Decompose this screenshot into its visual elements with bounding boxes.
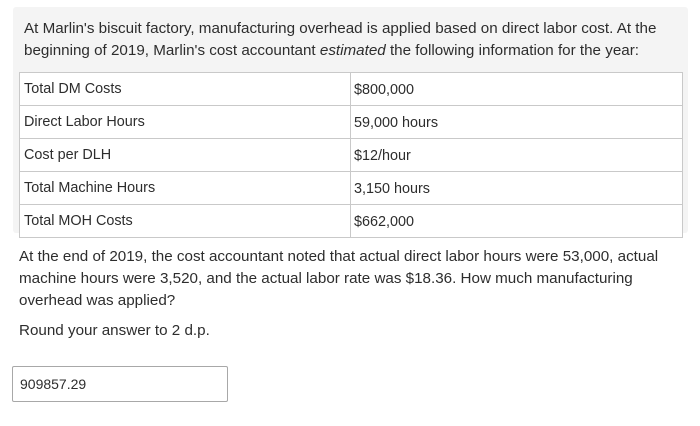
intro-text-after: the following information for the year: xyxy=(385,42,639,59)
row-label: Cost per DLH xyxy=(20,139,351,172)
rounding-instruction: Round your answer to 2 d.p. xyxy=(19,322,210,339)
table-row xyxy=(20,205,683,238)
table-row xyxy=(20,139,683,172)
row-value: 59,000 hours xyxy=(351,106,683,139)
table-row xyxy=(20,106,683,139)
row-label: Total DM Costs xyxy=(20,73,351,106)
row-value: $800,000 xyxy=(351,73,683,106)
estimates-table xyxy=(19,72,683,238)
intro-paragraph xyxy=(24,18,674,62)
row-label: Direct Labor Hours xyxy=(20,106,351,139)
row-value: $12/hour xyxy=(351,139,683,172)
table-row xyxy=(20,172,683,205)
question-text: At the end of 2019, the cost accountant noted that actual direct labor hours were 53,000, actual machine hours were 3,520, and the actual labor rate was $18.36. How much manufacturing overhead was applied? xyxy=(19,248,659,309)
row-value: 3,150 hours xyxy=(351,172,683,205)
intro-text-before: At Marlin's biscuit factory, manufacturing overhead is applied based on direct labor cost. At the beginning of 2019, Marlin's cost accountant xyxy=(24,20,657,59)
row-value: $662,000 xyxy=(351,205,683,238)
intro-emphasis: estimated xyxy=(319,42,386,59)
answer-input[interactable] xyxy=(12,366,228,402)
table-row xyxy=(20,73,683,106)
row-label: Total Machine Hours xyxy=(20,172,351,205)
row-label: Total MOH Costs xyxy=(20,205,351,238)
